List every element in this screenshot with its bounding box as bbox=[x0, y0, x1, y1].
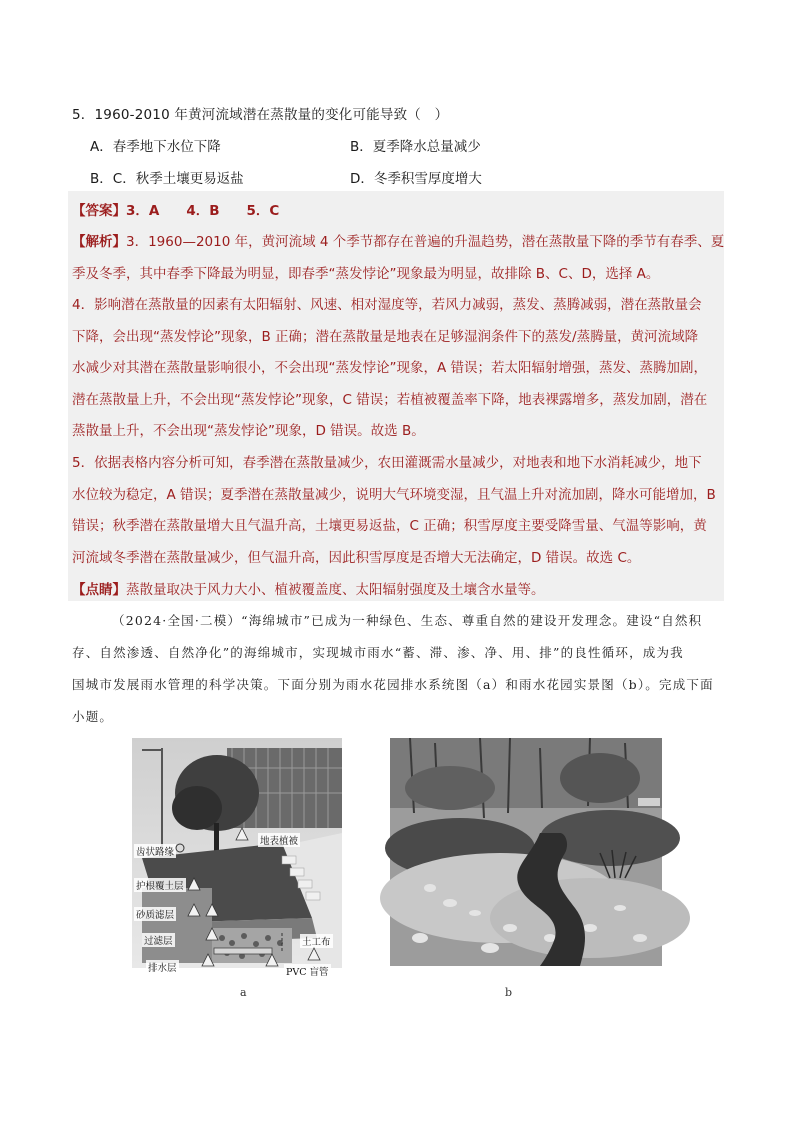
analysis-line-9: 水位较为稳定，A 错误；夏季潜在蒸散量减少，说明大气环境变湿，且气温上升对流加剧，降水可能增加，B bbox=[72, 487, 716, 503]
intro-line-4: 小题。 bbox=[72, 709, 114, 724]
analysis-line-11: 河流域冬季潜在蒸散量减少，但气温升高，因此积雪厚度是否增大无法确定，D 错误。故选 C。 bbox=[72, 550, 641, 566]
label-filter-layer: 过滤层 bbox=[142, 933, 175, 947]
question-title: 5．1960-2010 年黄河流域潜在蒸散量的变化可能导致（ ） bbox=[72, 107, 449, 123]
analysis-line-2: 季及冬季，其中春季下降最为明显，即春季“蒸发悖论”现象最为明显，故排除 B、C、D，选择 A。 bbox=[72, 266, 660, 282]
figure-a-markers bbox=[132, 738, 342, 968]
analysis-label: 【解析】 bbox=[72, 234, 126, 250]
label-surface-vegetation: 地表植被 bbox=[258, 833, 300, 847]
tip-label: 【点睛】 bbox=[72, 582, 126, 598]
analysis-line-7: 蒸散量上升，不会出现“蒸发悖论”现象，D 错误。故选 B。 bbox=[72, 423, 425, 439]
label-pvc-pipe: PVC 盲管 bbox=[284, 964, 331, 978]
intro-line-1: （2024·全国·二模）“海绵城市”已成为一种绿色、生态、尊重自然的建设开发理念。建设“自然积 bbox=[112, 613, 703, 628]
label-sand-filter: 砂质滤层 bbox=[134, 907, 176, 921]
option-b: B．夏季降水总量减少 bbox=[350, 139, 481, 155]
option-a: A．春季地下水位下降 bbox=[90, 139, 221, 155]
figure-b-illustration bbox=[390, 738, 662, 966]
label-mulch-layer: 护根覆土层 bbox=[134, 878, 186, 892]
figure-a-photo bbox=[132, 738, 342, 978]
analysis-line-6: 潜在蒸散量上升，不会出现“蒸发悖论”现象，C 错误；若植被覆盖率下降，地表裸露增多，蒸发加剧，潜在 bbox=[72, 392, 708, 408]
figure-b-caption: b bbox=[505, 986, 513, 999]
option-d: D．冬季积雪厚度增大 bbox=[350, 171, 482, 187]
analysis-line-3: 4．影响潜在蒸散量的因素有太阳辐射、风速、相对湿度等，若风力减弱，蒸发、蒸腾减弱，潜在蒸散量会 bbox=[72, 297, 702, 313]
analysis-line-10: 错误；秋季潜在蒸散量增大且气温升高，土壤更易返盐，C 正确；积雪厚度主要受降雪量、气温等影响，黄 bbox=[72, 518, 707, 534]
option-c: B．C．秋季土壤更易返盐 bbox=[90, 171, 244, 187]
analysis-line-5: 水减少对其潜在蒸散量影响很小，不会出现“蒸发悖论”现象，A 错误；若太阳辐射增强，蒸发、蒸腾加剧， bbox=[72, 360, 708, 376]
analysis-line-4: 下降，会出现“蒸发悖论”现象，B 正确；潜在蒸散量是地表在足够湿润条件下的蒸发/蒸腾量，黄河流域降 bbox=[72, 329, 699, 345]
tip-text: 蒸散量取决于风力大小、植被覆盖度、太阳辐射强度及土壤含水量等。 bbox=[126, 582, 545, 598]
figure-a-caption: a bbox=[240, 986, 247, 999]
answer-line bbox=[72, 199, 279, 219]
figure-b-photo bbox=[390, 738, 662, 966]
label-teeth-curb: 齿状路缘 bbox=[134, 844, 176, 858]
tip-line bbox=[72, 578, 545, 598]
label-drain-layer: 排水层 bbox=[146, 960, 179, 974]
analysis-line-8: 5．依据表格内容分析可知，春季潜在蒸散量减少，农田灌溉需水量减少，对地表和地下水消耗减少，地下 bbox=[72, 455, 702, 471]
answer-text: 3．A 4．B 5．C bbox=[126, 203, 280, 219]
analysis-text: 3．1960—2010 年，黄河流域 4 个季节都存在普遍的升温趋势，潜在蒸散量下降的季节有春季、夏 bbox=[126, 234, 725, 250]
intro-line-3: 国城市发展雨水管理的科学决策。下面分别为雨水花园排水系统图（a）和雨水花园实景图（b）。完成下面 bbox=[72, 677, 714, 692]
label-geotextile: 土工布 bbox=[300, 934, 333, 948]
answer-label: 【答案】 bbox=[72, 203, 126, 219]
intro-line-2: 存、自然渗透、自然净化”的海绵城市，实现城市雨水“蓄、滞、渗、净、用、排”的良性循环，成为我 bbox=[72, 645, 684, 660]
analysis-line-1 bbox=[72, 230, 724, 250]
